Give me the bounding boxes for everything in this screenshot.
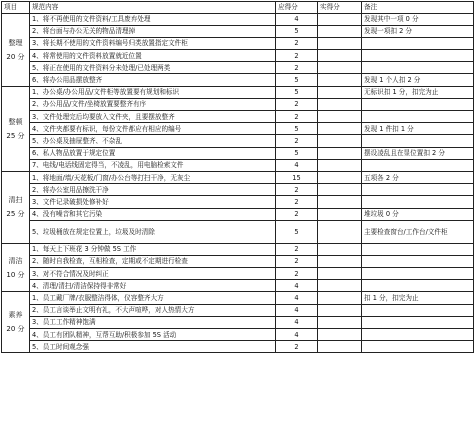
row-actual-score — [318, 98, 362, 110]
section-score: 25 分 — [6, 131, 25, 140]
inspection-table — [1, 1, 474, 353]
row-actual-score — [318, 37, 362, 49]
row-actual-score — [318, 184, 362, 196]
row-content: 4、清理/清扫/清洁保持得非常好 — [30, 280, 276, 292]
table-row — [2, 268, 474, 280]
row-actual-score — [318, 111, 362, 123]
row-should-score: 2 — [276, 208, 318, 220]
row-should-score: 5 — [276, 86, 318, 98]
table-body — [2, 13, 474, 353]
row-should-score: 2 — [276, 243, 318, 255]
row-content: 4、员工有团队精神，互帮互助/积极参加 5S 活动 — [30, 329, 276, 341]
row-content: 3、对不符合情况及时纠正 — [30, 268, 276, 280]
row-should-score: 4 — [276, 159, 318, 171]
row-content: 2、员工言谈举止文明有礼，不大声喧哗，对人热情大方 — [30, 304, 276, 316]
row-should-score: 2 — [276, 184, 318, 196]
row-note: 无标识扣 1 分，扣完为止 — [362, 86, 474, 98]
row-content: 3、文件记录破损处修补好 — [30, 196, 276, 208]
table-row — [2, 13, 474, 25]
row-actual-score — [318, 171, 362, 183]
row-note — [362, 50, 474, 62]
row-actual-score — [318, 304, 362, 316]
table-row — [2, 111, 474, 123]
row-note — [362, 329, 474, 341]
section-score: 25 分 — [6, 210, 25, 219]
header-note: 备注 — [362, 2, 474, 14]
table-row — [2, 123, 474, 135]
row-should-score: 2 — [276, 62, 318, 74]
row-actual-score — [318, 196, 362, 208]
section-name: 整理 — [8, 38, 23, 47]
row-content: 3、文件处理完后均要放入文件夹，且要摆放整齐 — [30, 111, 276, 123]
row-actual-score — [318, 280, 362, 292]
row-actual-score — [318, 341, 362, 353]
table-row — [2, 74, 474, 86]
table-row — [2, 196, 474, 208]
table-row — [2, 147, 474, 159]
row-note: 堆垃圾 0 分 — [362, 208, 474, 220]
table-row — [2, 184, 474, 196]
row-note — [362, 341, 474, 353]
table-row — [2, 329, 474, 341]
row-actual-score — [318, 243, 362, 255]
row-actual-score — [318, 268, 362, 280]
row-should-score: 4 — [276, 304, 318, 316]
table-row — [2, 255, 474, 267]
row-should-score: 2 — [276, 341, 318, 353]
row-content: 2、将办公室用品擦洗干净 — [30, 184, 276, 196]
row-content: 7、电线/电话线固定得当，不凌乱，用电脑检索文件 — [30, 159, 276, 171]
row-note — [362, 135, 474, 147]
row-content: 4、没有噪音和其它污染 — [30, 208, 276, 220]
row-actual-score — [318, 13, 362, 25]
row-note — [362, 62, 474, 74]
row-should-score: 2 — [276, 50, 318, 62]
row-note — [362, 280, 474, 292]
row-actual-score — [318, 62, 362, 74]
row-should-score: 2 — [276, 37, 318, 49]
row-content: 5、将正在使用的文件资料分未处理/已处理两类 — [30, 62, 276, 74]
table-row — [2, 62, 474, 74]
table-row — [2, 135, 474, 147]
row-should-score: 5 — [276, 25, 318, 37]
row-note — [362, 268, 474, 280]
table-row — [2, 341, 474, 353]
row-should-score: 2 — [276, 98, 318, 110]
row-note: 发现 1 个人扣 2 分 — [362, 74, 474, 86]
row-actual-score — [318, 159, 362, 171]
row-should-score: 5 — [276, 220, 318, 243]
row-content: 1、将不再使用的文件资料/工具废弃处理 — [30, 13, 276, 25]
row-note: 扣 1 分，扣完为止 — [362, 292, 474, 304]
row-should-score: 5 — [276, 74, 318, 86]
table-row — [2, 220, 474, 243]
row-actual-score — [318, 135, 362, 147]
row-content: 5、员工时间观念强 — [30, 341, 276, 353]
row-actual-score — [318, 147, 362, 159]
row-note — [362, 304, 474, 316]
row-content: 1、办公桌/办公用品/文件柜等放置要有规划和标识 — [30, 86, 276, 98]
row-should-score: 5 — [276, 147, 318, 159]
row-note: 五项各 2 分 — [362, 171, 474, 183]
row-note — [362, 37, 474, 49]
row-actual-score — [318, 316, 362, 328]
row-note — [362, 196, 474, 208]
row-content: 1、员工戴厂牌/衣服整洁得体，仪容整齐大方 — [30, 292, 276, 304]
row-note — [362, 316, 474, 328]
table-row — [2, 171, 474, 183]
header-row — [2, 2, 474, 14]
row-actual-score — [318, 208, 362, 220]
row-actual-score — [318, 25, 362, 37]
table-row — [2, 86, 474, 98]
row-content: 6、私人物品放置于规定位置 — [30, 147, 276, 159]
row-actual-score — [318, 50, 362, 62]
section-category-cell — [2, 292, 30, 353]
table-row — [2, 304, 474, 316]
table-row — [2, 98, 474, 110]
section-score: 20 分 — [6, 325, 25, 334]
section-score: 10 分 — [6, 270, 25, 279]
row-should-score: 2 — [276, 135, 318, 147]
row-should-score: 15 — [276, 171, 318, 183]
table-row — [2, 50, 474, 62]
row-should-score: 2 — [276, 111, 318, 123]
section-score: 20 分 — [6, 52, 25, 61]
row-note — [362, 243, 474, 255]
section-name: 素养 — [8, 311, 23, 320]
row-content: 4、文件夹都要有标识，每份文件都应有相应的编号 — [30, 123, 276, 135]
table-row — [2, 243, 474, 255]
table-row — [2, 208, 474, 220]
row-content: 5、办公桌及抽屉整齐、不杂乱 — [30, 135, 276, 147]
row-should-score: 4 — [276, 292, 318, 304]
row-content: 2、办公用品/文件/坐椅放置要整齐有序 — [30, 98, 276, 110]
row-actual-score — [318, 123, 362, 135]
row-should-score: 4 — [276, 329, 318, 341]
table-row — [2, 292, 474, 304]
row-should-score: 2 — [276, 196, 318, 208]
row-actual-score — [318, 255, 362, 267]
row-content: 1、每天上下班花 3 分钟做 5S 工作 — [30, 243, 276, 255]
row-should-score: 4 — [276, 13, 318, 25]
table-row — [2, 316, 474, 328]
header-project: 项目 — [2, 2, 30, 14]
row-note — [362, 255, 474, 267]
row-should-score: 2 — [276, 268, 318, 280]
table-row — [2, 159, 474, 171]
table-row — [2, 280, 474, 292]
row-should-score: 2 — [276, 255, 318, 267]
row-content: 3、员工工作精神饱满 — [30, 316, 276, 328]
row-actual-score — [318, 86, 362, 98]
row-should-score: 4 — [276, 280, 318, 292]
row-note — [362, 111, 474, 123]
header-should-score: 应得分 — [276, 2, 318, 14]
row-actual-score — [318, 220, 362, 243]
header-actual-score: 实得分 — [318, 2, 362, 14]
section-category-cell — [2, 171, 30, 243]
row-actual-score — [318, 74, 362, 86]
section-name: 整顿 — [8, 117, 23, 126]
section-category-cell — [2, 86, 30, 171]
table-row — [2, 37, 474, 49]
row-content: 2、随时自我检查，互相检查，定期或不定期进行检查 — [30, 255, 276, 267]
row-note: 发现其中一项 0 分 — [362, 13, 474, 25]
row-note — [362, 159, 474, 171]
row-content: 4、将常使用的文件资料放置就近位置 — [30, 50, 276, 62]
section-category-cell — [2, 243, 30, 292]
row-note: 发现 1 件扣 1 分 — [362, 123, 474, 135]
row-note: 摆设凌乱且在显位置扣 2 分 — [362, 147, 474, 159]
row-note: 发现一项扣 2 分 — [362, 25, 474, 37]
row-actual-score — [318, 292, 362, 304]
row-content: 3、将长期不使用的文件资料编号归类放置指定文件柜 — [30, 37, 276, 49]
row-actual-score — [318, 329, 362, 341]
section-name: 清洁 — [8, 256, 23, 265]
row-content: 5、垃圾桶放在规定位置上，垃圾及时清除 — [30, 220, 276, 243]
table-row — [2, 25, 474, 37]
row-should-score: 4 — [276, 316, 318, 328]
row-content: 2、将台面与办公无关的物品清理掉 — [30, 25, 276, 37]
header-content: 规范内容 — [30, 2, 276, 14]
row-should-score: 5 — [276, 123, 318, 135]
section-category-cell — [2, 13, 30, 86]
section-name: 清扫 — [8, 196, 23, 205]
row-content: 1、将地面/墙/天花板/门窗/办公台等打扫干净，无灰尘 — [30, 171, 276, 183]
row-note — [362, 184, 474, 196]
row-note — [362, 98, 474, 110]
row-note: 主要检查窗台/工作台/文件柜 — [362, 220, 474, 243]
row-content: 6、将办公用品摆放整齐 — [30, 74, 276, 86]
